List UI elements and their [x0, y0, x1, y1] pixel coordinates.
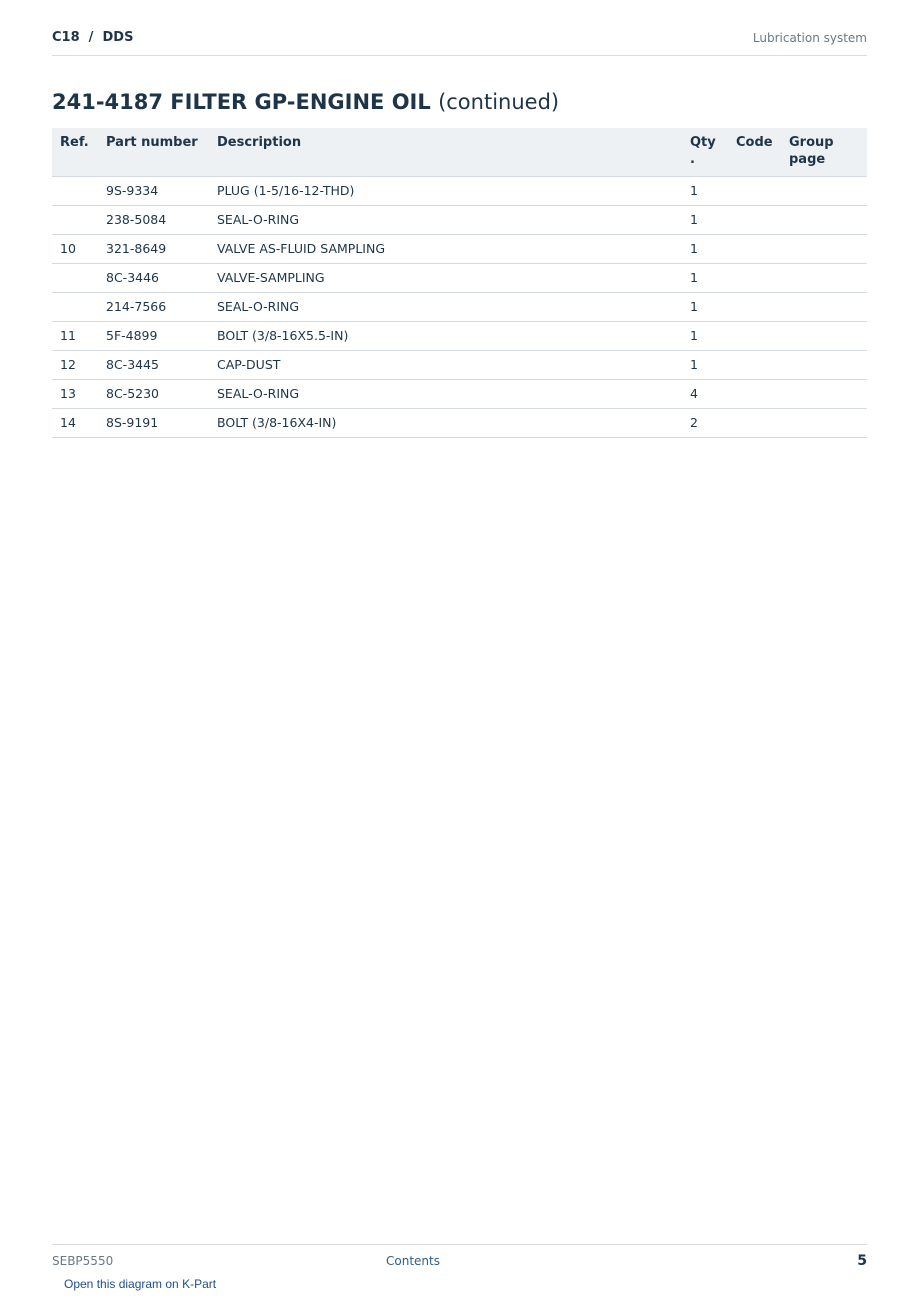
page-footer [52, 1244, 867, 1274]
cell-qty: 1 [682, 263, 728, 292]
cell-ref: 11 [52, 321, 98, 350]
cell-group-page [781, 379, 867, 408]
cell-description: SEAL-O-RING [209, 379, 682, 408]
table-row [52, 379, 867, 408]
cell-code [728, 234, 781, 263]
table-row [52, 234, 867, 263]
cell-code [728, 292, 781, 321]
cell-description: BOLT (3/8-16X5.5-IN) [209, 321, 682, 350]
cell-code [728, 321, 781, 350]
parts-table-header [52, 128, 867, 176]
cell-ref [52, 263, 98, 292]
cell-group-page [781, 350, 867, 379]
cell-ref: 14 [52, 408, 98, 437]
cell-group-page [781, 408, 867, 437]
cell-group-page [781, 292, 867, 321]
cell-description: VALVE-SAMPLING [209, 263, 682, 292]
cell-description: VALVE AS-FLUID SAMPLING [209, 234, 682, 263]
open-kpart-link[interactable]: Open this diagram on K-Part [64, 1277, 217, 1291]
breadcrumb: C18 / DDS [52, 30, 134, 45]
cell-qty: 1 [682, 234, 728, 263]
cell-code [728, 205, 781, 234]
cell-description: BOLT (3/8-16X4-IN) [209, 408, 682, 437]
cell-description: SEAL-O-RING [209, 205, 682, 234]
cell-ref [52, 176, 98, 205]
cell-part-number: 5F-4899 [98, 321, 209, 350]
cell-code [728, 379, 781, 408]
parts-table-body [52, 176, 867, 437]
cell-ref: 12 [52, 350, 98, 379]
section-name: Lubrication system [752, 31, 867, 45]
cell-part-number: 9S-9334 [98, 176, 209, 205]
cell-group-page [781, 205, 867, 234]
cell-part-number: 8C-3446 [98, 263, 209, 292]
cell-ref [52, 205, 98, 234]
column-header-qty-label: Qty . [690, 135, 716, 167]
cell-qty: 1 [682, 350, 728, 379]
table-row [52, 321, 867, 350]
cell-group-page [781, 321, 867, 350]
column-header-ref: Ref. [52, 128, 98, 176]
cell-part-number: 8C-3445 [98, 350, 209, 379]
table-row [52, 292, 867, 321]
parts-table [52, 128, 867, 438]
table-row [52, 350, 867, 379]
cell-code [728, 350, 781, 379]
table-row [52, 205, 867, 234]
cell-description: PLUG (1-5/16-12-THD) [209, 176, 682, 205]
page-number: 5 [857, 1253, 867, 1269]
cell-ref: 13 [52, 379, 98, 408]
cell-part-number: 214-7566 [98, 292, 209, 321]
column-header-group-page: Group page [781, 128, 867, 176]
cell-part-number: 8C-5230 [98, 379, 209, 408]
document-code: SEBP5550 [52, 1254, 114, 1268]
cell-qty: 1 [682, 205, 728, 234]
column-header-part-number: Part number [98, 128, 209, 176]
cell-code [728, 263, 781, 292]
cell-qty: 2 [682, 408, 728, 437]
cell-group-page [781, 234, 867, 263]
cell-code [728, 176, 781, 205]
cell-qty: 4 [682, 379, 728, 408]
cell-description: CAP-DUST [209, 350, 682, 379]
cell-qty: 1 [682, 321, 728, 350]
cell-qty: 1 [682, 292, 728, 321]
cell-group-page [781, 176, 867, 205]
column-header-qty [682, 128, 728, 176]
page-title-suffix: (continued) [438, 90, 560, 114]
table-row [52, 263, 867, 292]
contents-link[interactable]: Contents [386, 1254, 440, 1268]
cell-ref [52, 292, 98, 321]
page-title-main: 241-4187 FILTER GP-ENGINE OIL [52, 90, 431, 114]
column-header-code: Code [728, 128, 781, 176]
cell-group-page [781, 263, 867, 292]
table-row [52, 176, 867, 205]
cell-part-number: 8S-9191 [98, 408, 209, 437]
cell-part-number: 321-8649 [98, 234, 209, 263]
column-header-description: Description [209, 128, 682, 176]
cell-ref: 10 [52, 234, 98, 263]
cell-part-number: 238-5084 [98, 205, 209, 234]
cell-qty: 1 [682, 176, 728, 205]
table-row [52, 408, 867, 437]
page-title [52, 90, 559, 114]
cell-code [728, 408, 781, 437]
page-header [52, 28, 867, 56]
cell-description: SEAL-O-RING [209, 292, 682, 321]
header-row [52, 128, 867, 176]
